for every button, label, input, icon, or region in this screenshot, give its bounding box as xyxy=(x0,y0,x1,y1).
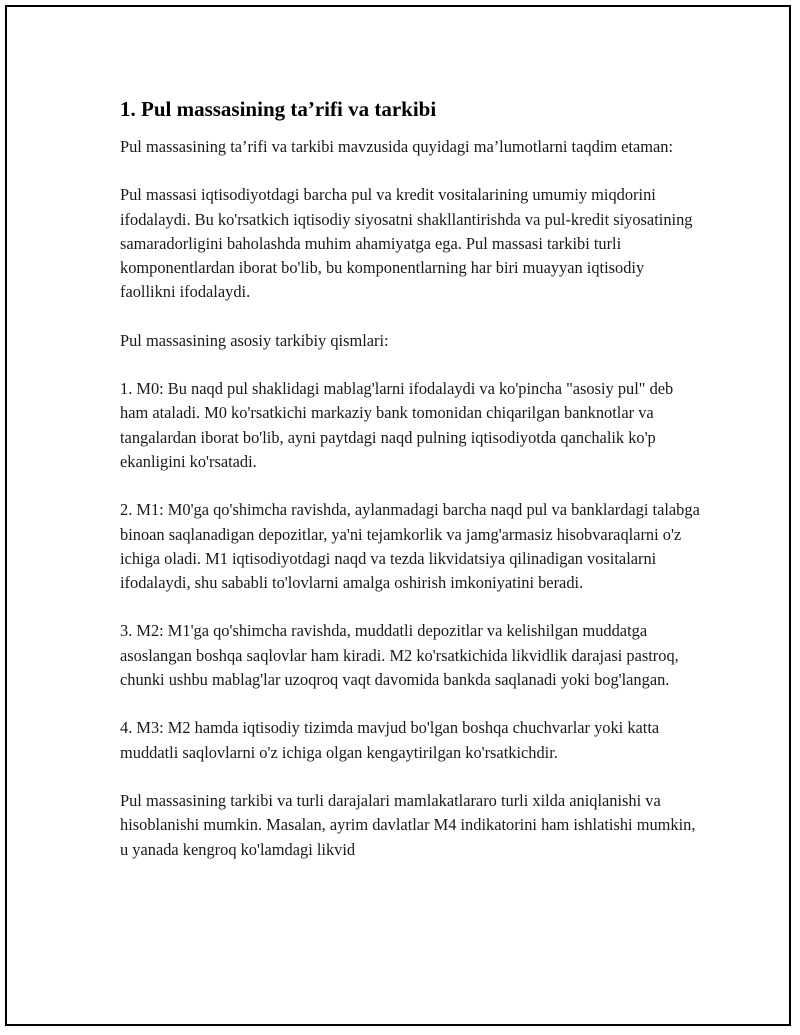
paragraph-m2: 3. M2: M1'ga qo'shimcha ravishda, muddatli depozitlar va kelishilgan muddatga asoslangan boshqa saqlovlar ham kiradi. M2 ko'rsatkichida likvidlik darajasi pastroq, chunki ushbu mablag'lar uzoqroq vaqt davomida bankda saqlanadi yoki bog'langan. xyxy=(120,621,679,690)
paragraph-definition: Pul massasi iqtisodiyotdagi barcha pul va kredit vositalarining umumiy miqdorini ifodalaydi. Bu ko'rsatkich iqtisodiy siyosatni shakllantirishda va pul-kredit siyosatining samaradorligini baholashda muhim ahamiyatga ega. Pul massasi tarkibi turli komponentlardan iborat bo'lib, bu komponentlarning har biri muayyan iqtisodiy faollikni ifodalaydi. xyxy=(120,185,693,302)
paragraph-m3: 4. M3: M2 hamda iqtisodiy tizimda mavjud bo'lgan boshqa chuchvarlar yoki katta muddatli saqlovlarni o'z ichiga olgan kengaytirilgan ko'rsatkichdir. xyxy=(120,718,660,762)
document-body xyxy=(120,95,700,886)
paragraph-intro: Pul massasining ta’rifi va tarkibi mavzusida quyidagi ma’lumotlarni taqdim etaman: xyxy=(120,137,674,156)
document-page xyxy=(5,5,791,1026)
section-heading: 1. Pul massasining ta’rifi va tarkibi xyxy=(120,97,437,121)
paragraph-components-lead: Pul massasining asosiy tarkibiy qismlari: xyxy=(120,330,389,350)
paragraph-m1: 2. M1: M0'ga qo'shimcha ravishda, aylanmadagi barcha naqd pul va banklardagi talabga binoan saqlanadigan depozitlar, ya'ni tejamkorlik va jamg'armasiz hisobvaraqlarni o'z ichiga oladi. M1 iqtisodiyotdagi naqd va tezda likvidatsiya qilinadigan vositalarni ifodalaydi, shu sababli to'lovlarni amalga oshirish imkoniyatini beradi. xyxy=(120,500,700,593)
paragraph-m0: 1. M0: Bu naqd pul shaklidagi mablag'larni ifodalaydi va ko'pincha "asosiy pul" deb ham ataladi. M0 ko'rsatkichi markaziy bank tomonidan chiqarilgan banknotlar va tangalardan iborat bo'lib, ayni paytdagi naqd pulning iqtisodiyotda qanchalik ko'p ekanligini ko'rsatadi. xyxy=(120,379,674,471)
paragraph-conclusion: Pul massasining tarkibi va turli darajalari mamlakatlararo turli xilda aniqlanishi va hisoblanishi mumkin. Masalan, ayrim davlatlar M4 indikatorini ham ishlatishi mumkin, u yanada kengroq ko'lamdagi likvid xyxy=(120,790,696,859)
